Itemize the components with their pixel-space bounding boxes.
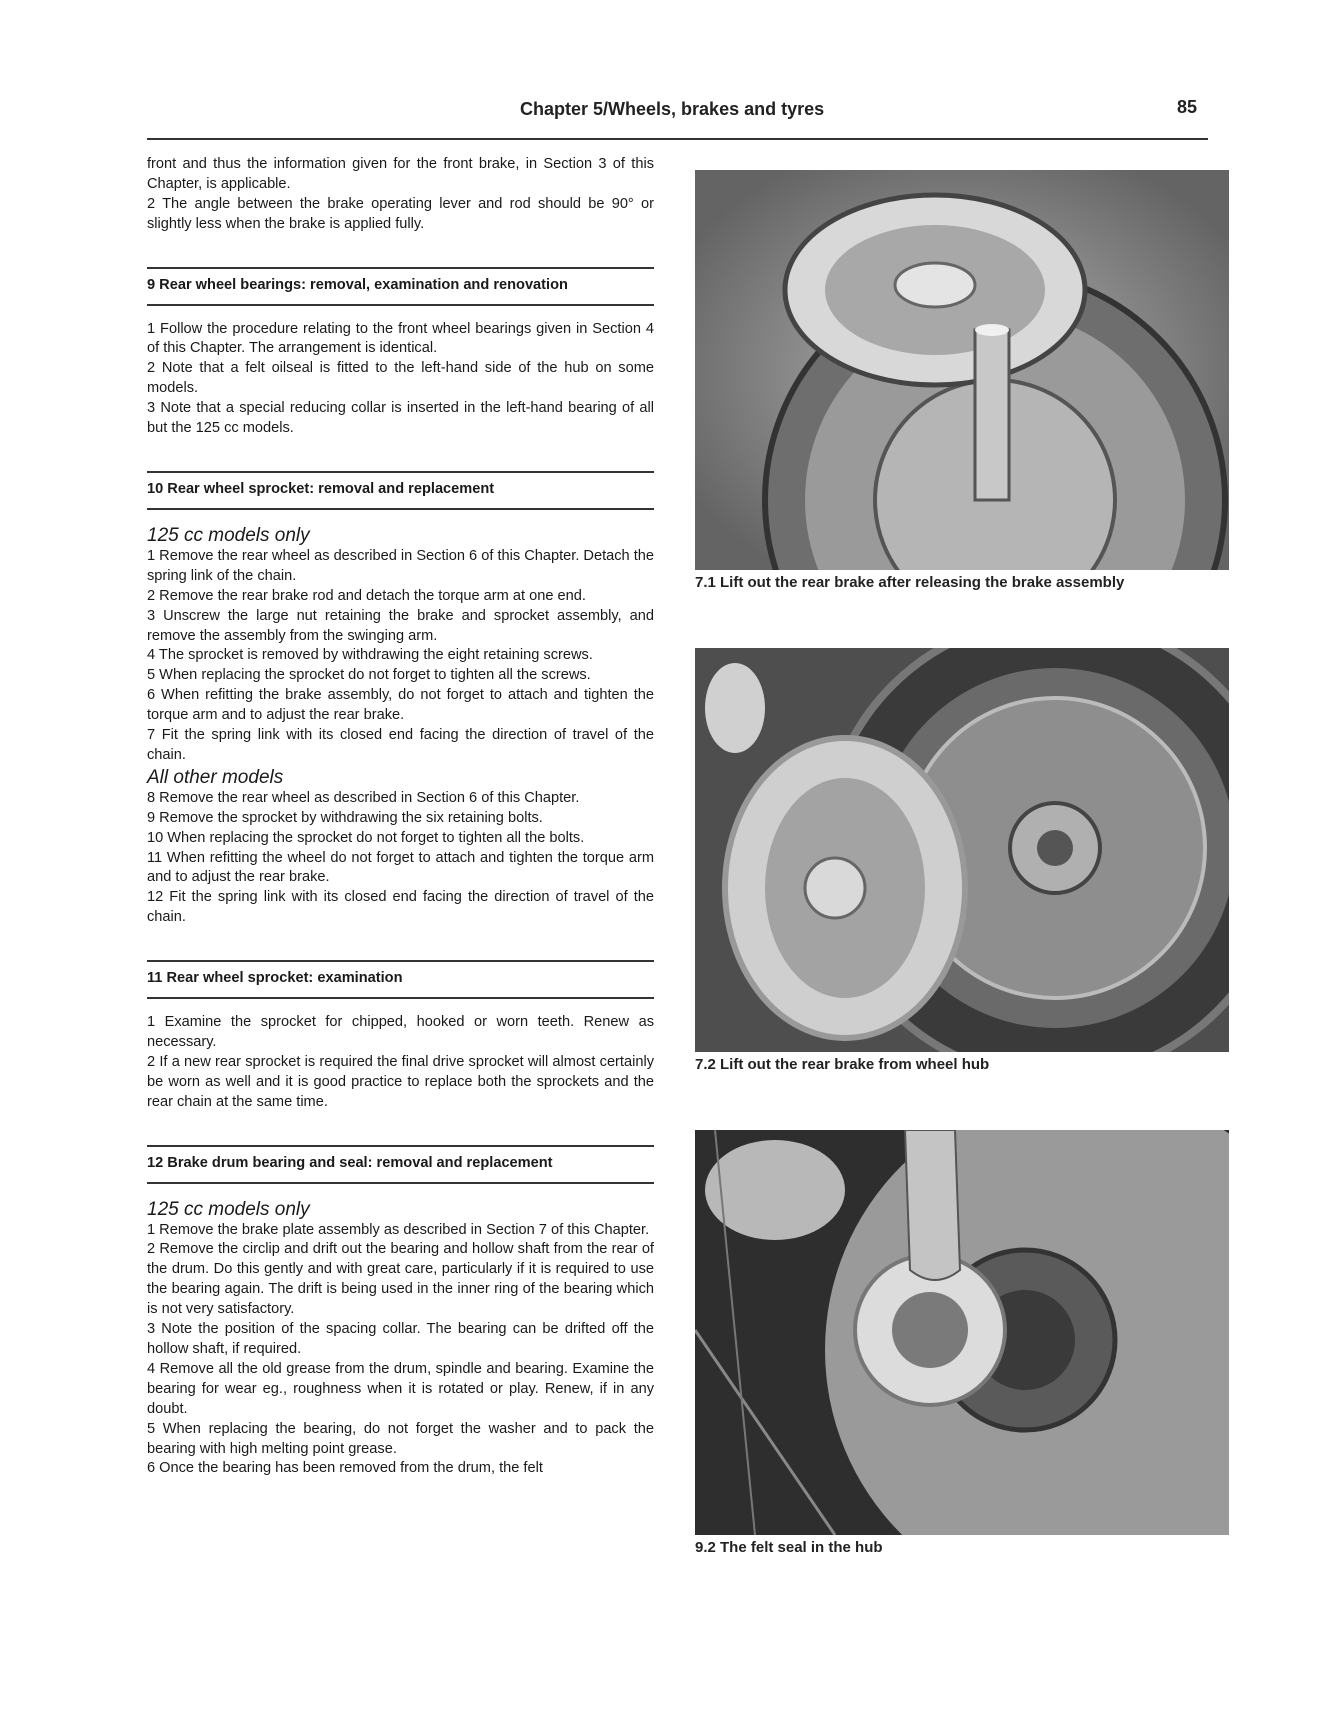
section-12-paragraph: 6 Once the bearing has been removed from the drum, the felt bbox=[147, 1460, 543, 1477]
header-rule bbox=[147, 138, 1208, 140]
section-11-paragraph: 1 Examine the sprocket for chipped, hooked or worn teeth. Renew as necessary. bbox=[147, 1014, 654, 1050]
section-12-heading: 12 Brake drum bearing and seal: removal and replacement bbox=[147, 1145, 654, 1184]
section-11-heading: 11 Rear wheel sprocket: examination bbox=[147, 960, 654, 999]
figure-caption: 7.1 Lift out the rear brake after releasing the brake assembly bbox=[695, 574, 1125, 591]
felt-seal-photo-illustration bbox=[695, 1130, 1229, 1535]
section-10-paragraph: 3 Unscrew the large nut retaining the brake and sprocket assembly, and remove the assembly from the swinging arm. bbox=[147, 607, 654, 644]
photo-felt-seal-hub bbox=[695, 1130, 1229, 1535]
intro-paragraph: 2 The angle between the brake operating lever and rod should be 90° or slightly less when the brake is applied fully. bbox=[147, 195, 654, 232]
section-10-paragraph: 2 Remove the rear brake rod and detach the torque arm at one end. bbox=[147, 587, 586, 604]
section-11-paragraph: 2 If a new rear sprocket is required the final drive sprocket will almost certainly be worn as well and it is good practice to replace both the sprockets and the rear chain at the same time. bbox=[147, 1053, 654, 1110]
left-column bbox=[147, 155, 654, 1479]
section-10-paragraph: 4 The sprocket is removed by withdrawing the eight retaining screws. bbox=[147, 647, 593, 664]
photo-brake-wheel-hub bbox=[695, 648, 1229, 1052]
section-9-paragraph: 1 Follow the procedure relating to the front wheel bearings given in Section 4 of this Chapter. The arrangement is identical. bbox=[147, 320, 654, 357]
section-10-paragraph: 9 Remove the sprocket by withdrawing the six retaining bolts. bbox=[147, 809, 543, 826]
section-10-paragraph: 1 Remove the rear wheel as described in Section 6 of this Chapter. Detach the spring link of the chain. bbox=[147, 547, 655, 584]
section-12-paragraph: 5 When replacing the bearing, do not forget the washer and to pack the bearing with high melting point grease. bbox=[147, 1420, 654, 1457]
section-12-paragraph: 1 Remove the brake plate assembly as described in Section 7 of this Chapter. bbox=[147, 1221, 650, 1238]
section-9-paragraph: 3 Note that a special reducing collar is inserted in the left-hand bearing of all but the 125 cc models. bbox=[147, 400, 654, 437]
section-10-paragraph: 8 Remove the rear wheel as described in Section 6 of this Chapter. bbox=[147, 789, 580, 806]
section-12-paragraph: 4 Remove all the old grease from the drum, spindle and bearing. Examine the bearing for wear eg., roughness when it is rotated or play. Renew, if in any doubt. bbox=[147, 1360, 654, 1417]
wheel-hub-photo-illustration bbox=[695, 648, 1229, 1052]
section-10-paragraph: 6 When refitting the brake assembly, do not forget to attach and tighten the torque arm and to adjust the rear brake. bbox=[147, 687, 654, 724]
chapter-title: Chapter 5/Wheels, brakes and tyres bbox=[520, 99, 825, 119]
section-12-paragraph: 2 Remove the circlip and drift out the bearing and hollow shaft from the rear of the drum. Do this gently and with great care, particularly if it is required to use the bearing again. The drift is being used in the inner ring of the bearing which is not very satisfactory. bbox=[147, 1241, 654, 1318]
page-number: 85 bbox=[1177, 97, 1198, 117]
section-10-subhead: 125 cc models only bbox=[147, 524, 310, 546]
section-10-paragraph: 12 Fit the spring link with its closed end facing the direction of travel of the chain. bbox=[147, 889, 654, 926]
figure-caption: 7.2 Lift out the rear brake from wheel hub bbox=[695, 1056, 990, 1073]
figure-caption: 9.2 The felt seal in the hub bbox=[695, 1539, 883, 1556]
section-12-paragraph: 3 Note the position of the spacing collar. The bearing can be drifted off the hollow shaft, if required. bbox=[147, 1321, 654, 1357]
intro-paragraph: front and thus the information given for the front brake, in Section 3 of this Chapter, is applicable. bbox=[147, 156, 654, 192]
section-10-heading: 10 Rear wheel sprocket: removal and replacement bbox=[147, 471, 654, 510]
section-9-paragraph: 2 Note that a felt oilseal is fitted to the left-hand side of the hub on some models. bbox=[147, 360, 654, 397]
section-10-paragraph: 5 When replacing the sprocket do not forget to tighten all the screws. bbox=[147, 667, 591, 684]
section-10-paragraph: 10 When replacing the sprocket do not forget to tighten all the bolts. bbox=[147, 829, 585, 846]
section-12-subhead: 125 cc models only bbox=[147, 1198, 310, 1220]
rear-brake-photo-illustration bbox=[695, 170, 1229, 570]
section-9-heading: 9 Rear wheel bearings: removal, examination and renovation bbox=[147, 267, 654, 306]
section-10-paragraph: 11 When refitting the wheel do not forget to attach and tighten the torque arm and to adjust the rear brake. bbox=[147, 849, 654, 886]
section-10-paragraph: 7 Fit the spring link with its closed end facing the direction of travel of the chain. bbox=[147, 727, 654, 763]
photo-rear-brake-assembly bbox=[695, 170, 1229, 570]
section-10-subhead: All other models bbox=[147, 766, 284, 788]
